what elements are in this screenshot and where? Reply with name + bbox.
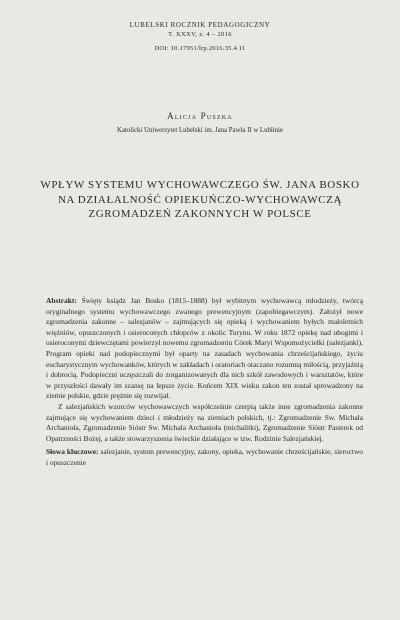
keywords-paragraph: [46, 447, 363, 468]
abstract-paragraph: [46, 296, 363, 402]
title-line: NA DZIAŁALNOŚĆ OPIEKUŃCZO-WYCHOWAWCZĄ: [57, 193, 343, 206]
journal-name: LUBELSKI ROCZNIK PEDAGOGICZNY: [129, 21, 271, 29]
title-line: ZGROMADZEŃ ZAKONNYCH W POLSCE: [88, 208, 312, 220]
keywords-label: Słowa kluczowe:: [46, 447, 99, 457]
abstract-paragraph-2: Z salezjańskich wzorców wychowawczych współcześnie czerpią także inne zgromadzenia zakonne zajmujące się wychowaniem dzieci i młodzieży na ziemiach polskich, tj.: Zgromadzenie Sw. Michała Archanioła, Zgromadzenie Sióstr Sw. Michała Archanioła (michalitki), Zgromadzenie Sióstr Pasterek od Opatrzności Bożej, a także stowarzyszenia świeckie działające w tzw. Rodzinie Salezjańskiej.: [46, 401, 363, 443]
author-name: Alicja Puszka: [167, 111, 233, 121]
doi: DOI: 10.17951/lrp.2016.35.4.11: [154, 45, 246, 52]
abstract-section: [46, 296, 363, 469]
title-line: WPŁYW SYSTEMU WYCHOWAWCZEGO ŚW. JANA BOSKO: [40, 179, 360, 191]
abstract-text: Święty ksiądz Jan Bosko (1815–1888) był wybitnym wychowawcą młodzieży, twórcą oryginalnego systemu wychowawczego zwanego prewencyjnym (zapobiegawczym). Założył nowe zgromadzenia zakonne – salezjanów – zajmujących się opieką i wychowaniem byłych małoletnich więźniów, opuszczonych i osieroconych chłopców z okolic Turynu. W roku 1872 opiekę nad ubogimi i osieroconymi dziewczętami powierzył nowemu zgromadzeniu Córek Maryi Wspomożycielki (salezjanki). Program opieki nad podopiecznymi był oparty na zasadach wychowania chrześcijańskiego, życiu eucharystycznym wychowanków, których w zakładach i oratoriach otaczano rozumną miłością, przyjaźnią i dobrocią. Podopieczni uczęszczali do zorganizowanych dla nich szkół zawodowych i warsztatów, które w przyszłości dawały im szansę na lepsze życie. Końcem XIX wieku zakon ten został sprowadzony na ziemie polskie, gdzie prężnie się rozwijał.: [46, 296, 363, 401]
journal-header: [0, 20, 400, 52]
journal-volume: T. XXXV, z. 4 – 2016: [168, 31, 232, 38]
abstract-label: Abstrakt:: [46, 296, 77, 305]
author-affiliation: Katolicki Uniwersytet Lubelski im. Jana Pawła II w Lublinie: [117, 127, 283, 134]
keywords-text: salezjanie, system prewencyjny, zakony, opieka, wychowanie chrześcijańskie, sieroctwo i opuszczenie: [46, 447, 363, 467]
article-title: [0, 178, 400, 222]
